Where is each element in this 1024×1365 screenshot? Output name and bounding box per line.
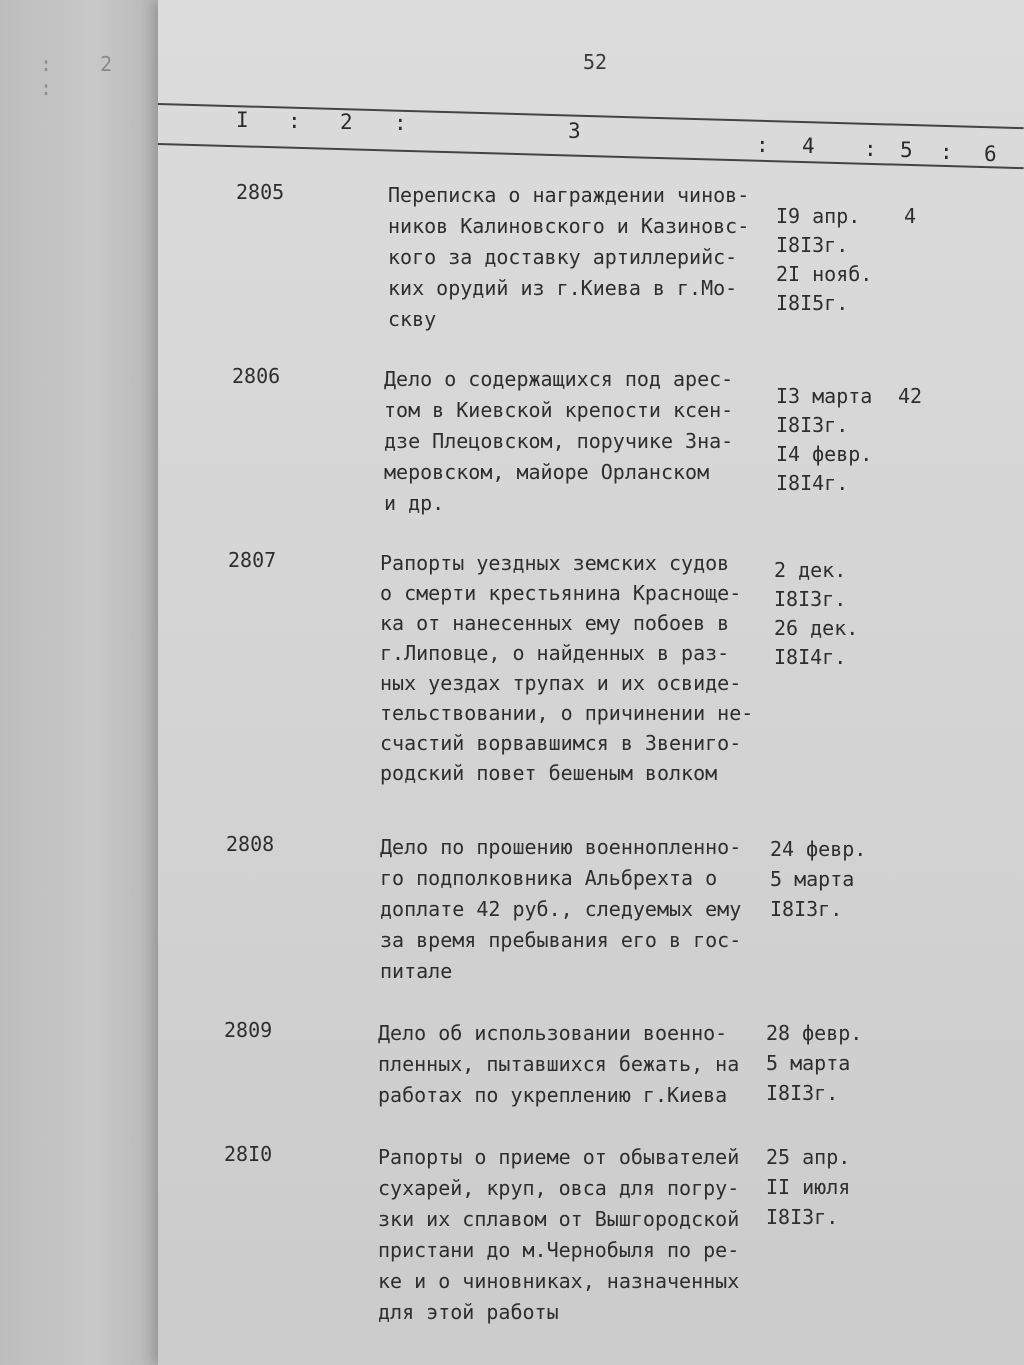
date-line: II июля <box>766 1175 851 1199</box>
date-line: 5 марта <box>770 867 855 891</box>
date-line: I8I4г. <box>776 471 849 495</box>
description-line: пристани до м.Чернобыля по ре- <box>378 1238 740 1262</box>
date-line: I8I3г. <box>776 413 849 437</box>
date-line: I8I3г. <box>766 1081 839 1105</box>
date-line: I8I3г. <box>776 233 849 257</box>
date-line: 25 апр. <box>766 1145 851 1169</box>
previous-page-header: : 2 : <box>40 52 131 100</box>
entry-dates <box>766 1018 862 1108</box>
description-line: о смерти крестьянина Краснощe- <box>380 581 742 605</box>
description-line: меровском, майоре Орланском <box>384 460 710 484</box>
description-line: ких орудий из г.Киева в г.Мо- <box>388 276 738 300</box>
header-sep: : <box>940 140 953 164</box>
entry-description <box>380 548 753 788</box>
date-line: 5 марта <box>766 1051 851 1075</box>
entry-dates <box>776 382 872 498</box>
date-line: I9 апр. <box>776 204 861 228</box>
description-line: зки их сплавом от Вышгородской <box>378 1207 740 1231</box>
entry-number: 2807 <box>228 548 277 572</box>
header-rule-bottom <box>158 143 1024 169</box>
date-line: 2I нояб. <box>776 262 873 286</box>
previous-page-edge <box>0 0 158 1365</box>
description-line: для этой работы <box>378 1300 559 1324</box>
description-line: Рапорты уездных земских судов <box>380 551 730 575</box>
description-line: ка от нанесенных ему побоев в <box>380 611 730 635</box>
date-line: I8I5г. <box>776 291 849 315</box>
header-sep: : <box>756 133 769 157</box>
description-line: счастий ворвавшимся в Звениго- <box>380 731 742 755</box>
date-line: 2 дек. <box>774 558 847 582</box>
header-col-5: 5 <box>900 138 913 162</box>
date-line: 26 дек. <box>774 616 859 640</box>
header-col-1: I <box>236 108 249 132</box>
description-line: сухарей, круп, овса для погру- <box>378 1176 740 1200</box>
description-line: ке и о чиновниках, назначенных <box>378 1269 740 1293</box>
date-line: I8I3г. <box>766 1205 839 1229</box>
entry-description <box>380 832 741 987</box>
entry-dates <box>770 834 866 924</box>
entry-sheets: 4 <box>904 204 917 228</box>
entry-sheets: 42 <box>898 384 923 408</box>
entry-number: 2808 <box>226 832 275 856</box>
description-line: Дело по прошению военнопленно- <box>380 835 742 859</box>
date-line: I8I3г. <box>774 587 847 611</box>
entry-dates <box>776 202 872 318</box>
description-line: родский повет бешеным волком <box>380 761 718 785</box>
date-line: I4 февр. <box>776 442 873 466</box>
entry-description <box>378 1018 739 1111</box>
header-col-3: 3 <box>568 119 581 143</box>
description-line: скву <box>388 307 437 331</box>
description-line: кого за доставку артиллерийс- <box>388 245 738 269</box>
entry-number: 2805 <box>236 180 285 204</box>
entry-description <box>388 180 749 335</box>
entry-description <box>384 364 733 519</box>
description-line: го подполковника Альбрехта о <box>380 866 718 890</box>
description-line: Дело о содержащихся под арес- <box>384 367 734 391</box>
header-col-2: 2 <box>340 110 353 134</box>
entry-dates <box>766 1142 850 1232</box>
entry-number: 28I0 <box>224 1142 273 1166</box>
document-page <box>158 0 1024 1365</box>
date-line: 28 февр. <box>766 1021 863 1045</box>
description-line: питале <box>380 959 453 983</box>
description-line: доплате 42 руб., следуемых ему <box>380 897 742 921</box>
description-line: и др. <box>384 491 445 515</box>
description-line: Дело об использовании военно- <box>378 1021 728 1045</box>
header-sep: : <box>394 111 407 135</box>
entry-number: 2806 <box>232 364 281 388</box>
page-number: 52 <box>583 50 608 74</box>
description-line: тельствовании, о причинении не- <box>380 701 754 725</box>
description-line: Рапорты о приеме от обывателей <box>378 1145 740 1169</box>
description-line: работах по укреплению г.Киева <box>378 1083 728 1107</box>
entry-dates <box>774 556 858 672</box>
description-line: ных уездах трупах и их освиде- <box>380 671 742 695</box>
description-line: г.Липовце, о найденных в раз- <box>380 641 730 665</box>
entry-number: 2809 <box>224 1018 273 1042</box>
header-sep: : <box>864 137 877 161</box>
description-line: дзе Плецовском, поручике Зна- <box>384 429 734 453</box>
date-line: I8I3г. <box>770 897 843 921</box>
description-line: том в Киевской крепости ксен- <box>384 398 734 422</box>
date-line: I3 марта <box>776 384 873 408</box>
description-line: ников Калиновского и Казиновс- <box>388 214 750 238</box>
description-line: Переписка о награждении чинов- <box>388 183 750 207</box>
header-col-4: 4 <box>802 134 815 158</box>
date-line: 24 февр. <box>770 837 867 861</box>
header-sep: : <box>288 109 301 133</box>
header-col-6: 6 <box>984 142 997 166</box>
entry-description <box>378 1142 739 1328</box>
description-line: пленных, пытавшихся бежать, на <box>378 1052 740 1076</box>
date-line: I8I4г. <box>774 645 847 669</box>
description-line: за время пребывания его в гос- <box>380 928 742 952</box>
